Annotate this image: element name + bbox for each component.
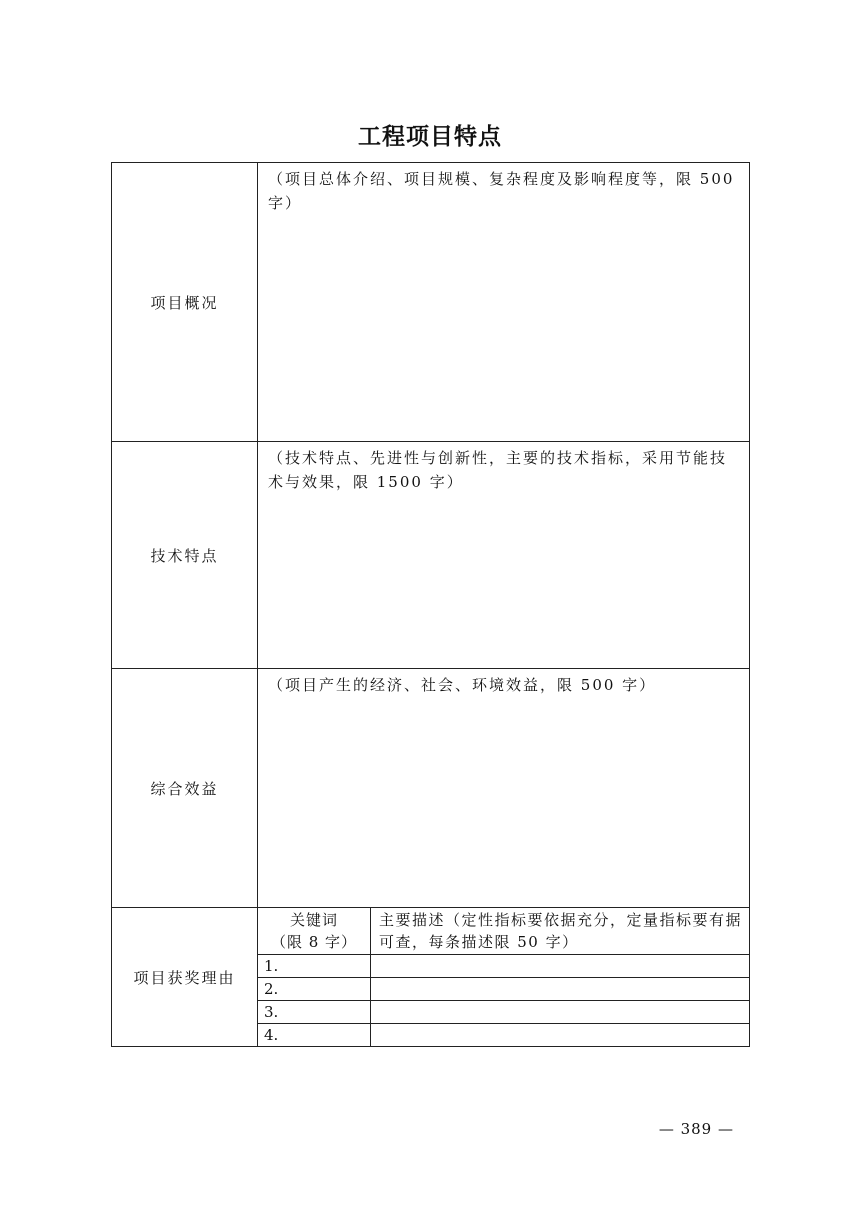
reason-keyword-3[interactable]: 3. [258,1001,371,1024]
page-title: 工程项目特点 [358,124,502,150]
section-input-benefits[interactable]: （项目产生的经济、社会、环境效益，限 500 字） [258,669,750,908]
reason-keyword-4[interactable]: 4. [258,1024,371,1047]
section-label-benefits: 综合效益 [112,669,258,908]
section-label-overview: 项目概况 [112,163,258,442]
page-number: — 389 — [658,1120,734,1138]
section-input-technical[interactable]: （技术特点、先进性与创新性，主要的技术指标，采用节能技术与效果，限 1500 字） [258,442,750,669]
reason-description-3[interactable] [371,1001,750,1024]
description-header: 主要描述（定性指标要依据充分，定量指标要有据可查，每条描述限 50 字） [371,908,750,955]
reason-description-2[interactable] [371,978,750,1001]
section-row-technical [112,442,750,669]
reason-keyword-2[interactable]: 2. [258,978,371,1001]
reason-description-1[interactable] [371,955,750,978]
project-features-form [111,162,750,1047]
section-label-reasons: 项目获奖理由 [112,908,258,1047]
keyword-header [258,908,371,955]
section-row-benefits [112,669,750,908]
keyword-header-limit: （限 8 字） [270,933,358,951]
section-row-overview [112,163,750,442]
section-input-overview[interactable]: （项目总体介绍、项目规模、复杂程度及影响程度等，限 500 字） [258,163,750,442]
section-label-technical: 技术特点 [112,442,258,669]
reason-description-4[interactable] [371,1024,750,1047]
keyword-header-title: 关键词 [289,911,338,929]
reason-keyword-1[interactable]: 1. [258,955,371,978]
reasons-header-row [112,908,750,955]
